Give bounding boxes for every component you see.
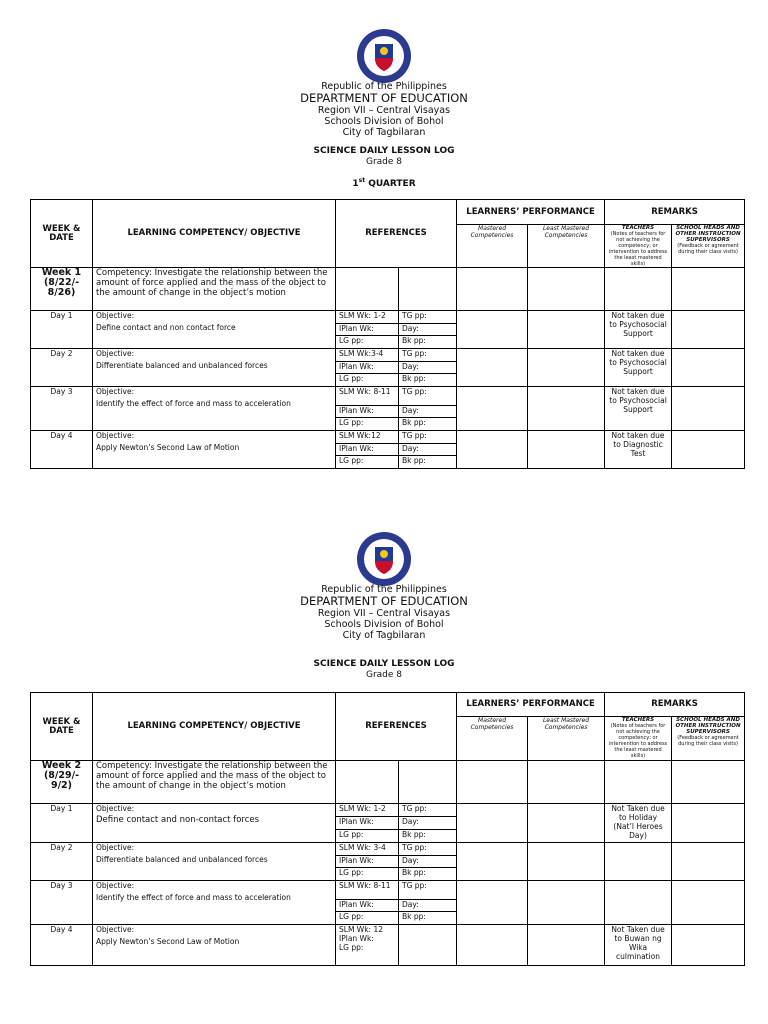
grade-label: Grade 8 xyxy=(365,670,403,680)
deped-seal-logo xyxy=(356,531,412,587)
ref-day: Day: xyxy=(399,900,457,912)
week-cell: Week 1 (8/22/- 8/26) xyxy=(31,268,93,311)
col-week-header: WEEK & DATE xyxy=(31,200,93,268)
department-line: DEPARTMENT OF EDUCATION xyxy=(300,594,468,608)
region-line: Region VII – Central Visayas xyxy=(317,105,451,116)
ref-lg: LG pp: xyxy=(336,912,399,925)
lesson-log-table-week1 xyxy=(30,199,745,469)
week-row xyxy=(31,761,745,804)
ref-block: SLM Wk: 12 IPlan Wk: LG pp: xyxy=(336,925,399,966)
table-row xyxy=(31,311,745,324)
city-line: City of Tagbilaran xyxy=(342,127,426,138)
ref-iplan: IPlan Wk: xyxy=(336,900,399,912)
ref-bk: Bk pp: xyxy=(399,830,457,843)
col-competency-header: LEARNING COMPETENCY/ OBJECTIVE xyxy=(93,200,336,268)
objective-cell: Objective: Define contact and non contact force xyxy=(93,311,336,349)
day-cell: Day 2 xyxy=(31,843,93,881)
ref-lg: LG pp: xyxy=(336,418,399,431)
objective-cell: Objective: Differentiate balanced and unbalanced forces xyxy=(93,843,336,881)
ref-tg: TG pp: xyxy=(399,311,457,324)
objective-cell: Objective: Differentiate balanced and unbalanced forces xyxy=(93,349,336,387)
lesson-log-table-week2 xyxy=(30,692,745,966)
day-cell: Day 3 xyxy=(31,881,93,925)
ref-slm: SLM Wk: 1-2 xyxy=(336,804,399,817)
ref-tg: TG pp: xyxy=(399,431,457,444)
ref-slm: SLM Wk: 1-2 xyxy=(336,311,399,324)
teacher-remark: Not taken due to Psychosocial Support xyxy=(605,349,672,387)
competency-cell: Competency: Investigate the relationship between the amount of force applied and the mass of the object to the amount of change in the object’s motion xyxy=(93,761,336,804)
republic-line: Republic of the Philippines xyxy=(321,81,447,92)
agency-header xyxy=(0,584,768,641)
competency-cell: Competency: Investigate the relationship between the amount of force applied and the mass of the object to the amount of change in the object’s motion xyxy=(93,268,336,311)
table-row xyxy=(31,881,745,900)
day-cell: Day 4 xyxy=(31,925,93,966)
ref-tg: TG pp: xyxy=(399,843,457,856)
quarter-label: 1st QUARTER xyxy=(352,177,416,189)
objective-cell: Objective: Identify the effect of force and mass to acceleration xyxy=(93,881,336,925)
teacher-remark: Not taken due to Psychosocial Support xyxy=(605,387,672,431)
ref-day: Day: xyxy=(399,406,457,418)
ref-slm: SLM Wk: 8-11 xyxy=(336,387,399,406)
region-line: Region VII – Central Visayas xyxy=(317,608,451,619)
ref-bk: Bk pp: xyxy=(399,336,457,349)
table-row xyxy=(31,349,745,362)
ref-tg: TG pp: xyxy=(399,804,457,817)
objective-cell: Objective: Define contact and non-contact forces xyxy=(93,804,336,843)
objective-cell: Objective: Apply Newton’s Second Law of Motion xyxy=(93,925,336,966)
agency-header xyxy=(0,81,768,138)
col-teachers-header: TEACHERS (Notes of teachers for not achieving the competency; or intervention to address the least mastered skills) xyxy=(605,225,672,268)
col-least-header: Least Mastered Competencies xyxy=(528,225,605,268)
teacher-remark: Not Taken due to Buwan ng Wika culmination xyxy=(605,925,672,966)
col-performance-header: LEARNERS’ PERFORMANCE xyxy=(457,693,605,717)
ref-bk: Bk pp: xyxy=(399,374,457,387)
ref-lg: LG pp: xyxy=(336,336,399,349)
col-heads-header: SCHOOL HEADS AND OTHER INSTRUCTION SUPERVISORS (Feedback or agreement during their class visits) xyxy=(672,717,745,761)
col-remarks-header: REMARKS xyxy=(605,200,745,225)
col-performance-header: LEARNERS’ PERFORMANCE xyxy=(457,200,605,225)
col-least-header: Least Mastered Competencies xyxy=(528,717,605,761)
log-title: SCIENCE DAILY LESSON LOG xyxy=(313,146,455,156)
ref-day: Day: xyxy=(399,444,457,456)
division-line: Schools Division of Bohol xyxy=(324,619,444,630)
teacher-remark xyxy=(605,881,672,925)
ref-lg: LG pp: xyxy=(336,868,399,881)
col-mastered-header: Mastered Competencies xyxy=(457,225,528,268)
ref-iplan: IPlan Wk: xyxy=(336,856,399,868)
ref-day: Day: xyxy=(399,324,457,336)
col-mastered-header: Mastered Competencies xyxy=(457,717,528,761)
day-cell: Day 1 xyxy=(31,804,93,843)
ref-iplan: IPlan Wk: xyxy=(336,444,399,456)
table-row xyxy=(31,843,745,856)
ref-lg: LG pp: xyxy=(336,374,399,387)
ref-slm: SLM Wk:3-4 xyxy=(336,349,399,362)
table-row xyxy=(31,431,745,444)
day-cell: Day 4 xyxy=(31,431,93,469)
ref-bk: Bk pp: xyxy=(399,418,457,431)
teacher-remark: Not taken due to Diagnostic Test xyxy=(605,431,672,469)
ref-tg: TG pp: xyxy=(399,387,457,406)
teacher-remark xyxy=(605,843,672,881)
grade-label: Grade 8 xyxy=(365,157,403,167)
ref-iplan: IPlan Wk: xyxy=(336,324,399,336)
col-week-header: WEEK & DATE xyxy=(31,693,93,761)
week-row xyxy=(31,268,745,311)
ref-iplan: IPlan Wk: xyxy=(336,406,399,418)
ref-tg: TG pp: xyxy=(399,881,457,900)
republic-line: Republic of the Philippines xyxy=(321,584,447,595)
table-row xyxy=(31,925,745,966)
col-teachers-header: TEACHERS (Notes of teachers for not achieving the competency; or intervention to address the least mastered skills) xyxy=(605,717,672,761)
day-cell: Day 2 xyxy=(31,349,93,387)
table-row xyxy=(31,387,745,406)
col-heads-header: SCHOOL HEADS AND OTHER INSTRUCTION SUPERVISORS (Feedback or agreement during their class visits) xyxy=(672,225,745,268)
city-line: City of Tagbilaran xyxy=(342,630,426,641)
col-references-header: REFERENCES xyxy=(336,200,457,268)
col-remarks-header: REMARKS xyxy=(605,693,745,717)
ref-slm: SLM Wk: 3-4 xyxy=(336,843,399,856)
ref-slm: SLM Wk: 8-11 xyxy=(336,881,399,900)
day-cell: Day 1 xyxy=(31,311,93,349)
table-row xyxy=(31,804,745,817)
teacher-remark: Not taken due to Psychosocial Support xyxy=(605,311,672,349)
ref-slm: SLM Wk:12 xyxy=(336,431,399,444)
log-title: SCIENCE DAILY LESSON LOG xyxy=(313,659,455,669)
ref-lg: LG pp: xyxy=(336,456,399,469)
ref-iplan: IPlan Wk: xyxy=(336,362,399,374)
objective-cell: Objective: Identify the effect of force and mass to acceleration xyxy=(93,387,336,431)
ref-lg: LG pp: xyxy=(336,830,399,843)
deped-seal-logo xyxy=(356,28,412,84)
ref-day: Day: xyxy=(399,817,457,830)
ref-tg: TG pp: xyxy=(399,349,457,362)
department-line: DEPARTMENT OF EDUCATION xyxy=(300,91,468,105)
day-cell: Day 3 xyxy=(31,387,93,431)
ref-bk: Bk pp: xyxy=(399,456,457,469)
col-competency-header: LEARNING COMPETENCY/ OBJECTIVE xyxy=(93,693,336,761)
ref-bk: Bk pp: xyxy=(399,912,457,925)
teacher-remark: Not Taken due to Holiday (Nat’l Heroes Day) xyxy=(605,804,672,843)
ref-bk: Bk pp: xyxy=(399,868,457,881)
division-line: Schools Division of Bohol xyxy=(324,116,444,127)
col-references-header: REFERENCES xyxy=(336,693,457,761)
ref-day: Day: xyxy=(399,362,457,374)
ref-day: Day: xyxy=(399,856,457,868)
ref-iplan: IPlan Wk: xyxy=(336,817,399,830)
week-cell: Week 2 (8/29/- 9/2) xyxy=(31,761,93,804)
objective-cell: Objective: Apply Newton’s Second Law of Motion xyxy=(93,431,336,469)
